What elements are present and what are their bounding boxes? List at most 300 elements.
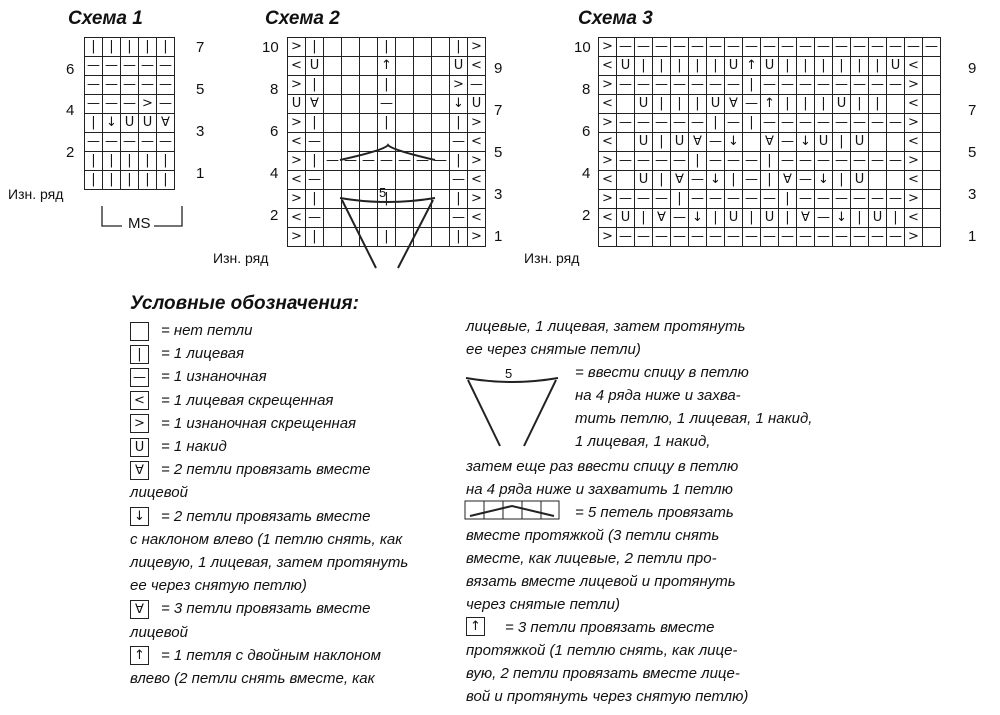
- s2-row-10: 10: [262, 39, 279, 56]
- stitch-cell: |: [743, 76, 761, 95]
- grid-row: [599, 228, 941, 247]
- stitch-cell: —: [103, 57, 121, 76]
- stitch-cell: |: [306, 152, 324, 171]
- grid-row: [288, 95, 486, 114]
- stitch-cell: <: [599, 95, 617, 114]
- stitch-cell: —: [653, 76, 671, 95]
- stitch-cell: [743, 133, 761, 152]
- s3-row-1: 1: [968, 228, 977, 245]
- legend-text: = 3 петли провязать вместе: [161, 600, 371, 618]
- stitch-cell: >: [599, 38, 617, 57]
- stitch-cell: |: [833, 171, 851, 190]
- stitch-cell: —: [869, 152, 887, 171]
- stitch-cell: —: [851, 228, 869, 247]
- stitch-cell: —: [635, 38, 653, 57]
- stitch-cell: [617, 95, 635, 114]
- s2-izn-label: Изн. ряд: [213, 250, 269, 266]
- stitch-cell: |: [85, 38, 103, 57]
- stitch-cell: |: [450, 190, 468, 209]
- stitch-cell: ∀: [725, 95, 743, 114]
- stitch-cell: —: [851, 152, 869, 171]
- stitch-cell: |: [707, 114, 725, 133]
- stitch-cell: —: [121, 76, 139, 95]
- stitch-cell: >: [288, 228, 306, 247]
- stitch-cell: [360, 57, 378, 76]
- stitch-cell: —: [869, 76, 887, 95]
- stitch-cell: >: [288, 76, 306, 95]
- stitch-cell: [414, 95, 432, 114]
- grid-row: [288, 228, 486, 247]
- stitch-cell: |: [869, 57, 887, 76]
- stitch-cell: |: [378, 114, 396, 133]
- stitch-cell: —: [121, 57, 139, 76]
- stitch-cell: —: [761, 228, 779, 247]
- stitch-cell: —: [707, 133, 725, 152]
- stitch-cell: <: [905, 171, 923, 190]
- legend-five-label: 5: [505, 366, 513, 381]
- stitch-cell: —: [815, 152, 833, 171]
- grid-row: [288, 209, 486, 228]
- stitch-cell: |: [450, 38, 468, 57]
- stitch-cell: —: [103, 133, 121, 152]
- stitch-cell: [360, 95, 378, 114]
- stitch-cell: U: [635, 171, 653, 190]
- grid-row: [599, 38, 941, 57]
- stitch-cell: |: [671, 190, 689, 209]
- stitch-cell: [432, 190, 450, 209]
- stitch-cell: —: [689, 171, 707, 190]
- stitch-cell: [432, 57, 450, 76]
- stitch-cell: [923, 171, 941, 190]
- s2-row-2: 2: [270, 207, 279, 224]
- stitch-cell: —: [743, 171, 761, 190]
- stitch-cell: ↓: [103, 114, 121, 133]
- arrow-up-icon: ↑: [466, 617, 485, 636]
- stitch-cell: —: [887, 190, 905, 209]
- stitch-cell: [432, 228, 450, 247]
- stitch-cell: —: [851, 190, 869, 209]
- stitch-cell: —: [725, 228, 743, 247]
- stitch-cell: <: [288, 171, 306, 190]
- stitch-cell: —: [707, 76, 725, 95]
- stitch-cell: >: [468, 114, 486, 133]
- stitch-cell: —: [833, 228, 851, 247]
- stitch-cell: |: [869, 95, 887, 114]
- legend-right-line: [575, 431, 710, 453]
- stitch-cell: —: [689, 228, 707, 247]
- stitch-cell: —: [635, 228, 653, 247]
- stitch-cell: |: [689, 57, 707, 76]
- stitch-cell: —: [85, 133, 103, 152]
- stitch-cell: —: [653, 228, 671, 247]
- stitch-cell: —: [689, 190, 707, 209]
- stitch-cell: |: [779, 95, 797, 114]
- legend-text: = 3 петли провязать вместе: [505, 619, 715, 636]
- grid-row: [599, 57, 941, 76]
- legend-item: [130, 622, 188, 644]
- stitch-cell: —: [85, 76, 103, 95]
- stitch-cell: —: [797, 38, 815, 57]
- legend-item: [130, 413, 356, 435]
- s2-row-6: 6: [270, 123, 279, 140]
- stitch-cell: —: [761, 190, 779, 209]
- stitch-cell: —: [139, 133, 157, 152]
- grid-row: [288, 114, 486, 133]
- legend-right-line: [575, 502, 734, 524]
- stitch-cell: —: [815, 38, 833, 57]
- legend-text: вязать вместе лицевой и протянуть: [466, 573, 736, 590]
- s3-izn-label: Изн. ряд: [524, 250, 580, 266]
- stitch-cell: —: [725, 76, 743, 95]
- legend-text: на 4 ряда ниже и захватить 1 петлю: [466, 481, 733, 498]
- stitch-cell: —: [157, 95, 175, 114]
- stitch-cell: —: [779, 38, 797, 57]
- legend-text: вместе, как лицевые, 2 петли про-: [466, 550, 717, 567]
- stitch-cell: —: [743, 152, 761, 171]
- stitch-cell: |: [450, 114, 468, 133]
- stitch-cell: [414, 57, 432, 76]
- stitch-cell: [324, 114, 342, 133]
- stitch-cell: [396, 209, 414, 228]
- stitch-cell: |: [378, 38, 396, 57]
- stitch-cell: —: [725, 114, 743, 133]
- stitch-cell: U: [725, 209, 743, 228]
- scheme-1-title: Схема 1: [68, 8, 143, 29]
- stitch-cell: —: [103, 95, 121, 114]
- grid-row: [288, 171, 486, 190]
- stitch-cell: |: [779, 190, 797, 209]
- stitch-cell: >: [599, 190, 617, 209]
- stitch-cell: |: [743, 114, 761, 133]
- stitch-cell: |: [815, 95, 833, 114]
- stitch-cell: —: [653, 152, 671, 171]
- legend-text: влево (2 петли снять вместе, как: [130, 670, 375, 687]
- stitch-cell: [923, 190, 941, 209]
- s3-row-10: 10: [574, 39, 591, 56]
- stitch-cell: |: [653, 57, 671, 76]
- grid-row: [85, 57, 175, 76]
- stitch-cell: |: [103, 38, 121, 57]
- stitch-cell: —: [725, 38, 743, 57]
- s1-row-6: 6: [66, 61, 75, 78]
- stitch-cell: U: [869, 209, 887, 228]
- legend-item: [130, 459, 370, 481]
- stitch-cell: [617, 171, 635, 190]
- s1-row-7: 7: [196, 39, 205, 56]
- stitch-cell: >: [288, 152, 306, 171]
- stitch-cell: [342, 38, 360, 57]
- stitch-cell: —: [324, 152, 342, 171]
- stitch-cell: ∀: [797, 209, 815, 228]
- stitch-cell: [414, 38, 432, 57]
- stitch-cell: [396, 57, 414, 76]
- stitch-cell: <: [599, 133, 617, 152]
- stitch-cell: —: [851, 114, 869, 133]
- grid-row: [599, 209, 941, 228]
- stitch-cell: >: [288, 190, 306, 209]
- legend-text: вой и протянуть через снятую петлю): [466, 688, 749, 705]
- stitch-cell: —: [797, 114, 815, 133]
- s2-row-9: 9: [494, 60, 503, 77]
- s3-row-8: 8: [582, 81, 591, 98]
- stitch-cell: >: [450, 76, 468, 95]
- stitch-cell: [869, 171, 887, 190]
- stitch-cell: [869, 133, 887, 152]
- stitch-cell: |: [121, 38, 139, 57]
- stitch-cell: |: [306, 190, 324, 209]
- stitch-cell: U: [725, 57, 743, 76]
- stitch-cell: [432, 114, 450, 133]
- stitch-cell: —: [707, 190, 725, 209]
- stitch-cell: —: [635, 76, 653, 95]
- legend-text: затем еще раз ввести спицу в петлю: [466, 458, 739, 475]
- s1-row-4: 4: [66, 102, 75, 119]
- legend-right-line: [466, 525, 719, 547]
- stitch-cell: —: [887, 76, 905, 95]
- stitch-cell: |: [378, 190, 396, 209]
- stitch-cell: —: [815, 209, 833, 228]
- stitch-cell: >: [139, 95, 157, 114]
- legend-item: [130, 552, 408, 574]
- legend-right-line: [466, 456, 738, 478]
- stitch-cell: ∀: [306, 95, 324, 114]
- stitch-cell: [342, 76, 360, 95]
- stitch-cell: —: [815, 190, 833, 209]
- stitch-cell: —: [869, 38, 887, 57]
- legend-item: [130, 668, 375, 690]
- stitch-cell: >: [288, 114, 306, 133]
- stitch-cell: ↑: [743, 57, 761, 76]
- scheme-2-title: Схема 2: [265, 8, 340, 29]
- stitch-cell: |: [306, 114, 324, 133]
- stitch-cell: ∀: [157, 114, 175, 133]
- stitch-cell: |: [797, 57, 815, 76]
- stitch-cell: U: [288, 95, 306, 114]
- stitch-cell: U: [617, 209, 635, 228]
- stitch-cell: [414, 190, 432, 209]
- s3-row-5: 5: [968, 144, 977, 161]
- ms-label: MS: [128, 215, 151, 232]
- stitch-cell: —: [689, 38, 707, 57]
- stitch-cell: <: [288, 133, 306, 152]
- stitch-cell: —: [923, 38, 941, 57]
- s2-row-5: 5: [494, 144, 503, 161]
- grid-row: [599, 114, 941, 133]
- s3-row-6: 6: [582, 123, 591, 140]
- stitch-cell: [396, 95, 414, 114]
- stitch-cell: |: [707, 209, 725, 228]
- legend-text: = 1 изнаночная: [161, 368, 267, 386]
- stitch-cell: —: [157, 133, 175, 152]
- stitch-cell: —: [797, 171, 815, 190]
- stitch-cell: —: [306, 133, 324, 152]
- stitch-cell: U: [121, 114, 139, 133]
- stitch-cell: |: [450, 152, 468, 171]
- legend-item: [130, 598, 370, 620]
- stitch-cell: <: [468, 171, 486, 190]
- stitch-cell: |: [306, 38, 324, 57]
- stitch-cell: —: [797, 76, 815, 95]
- legend-item: [130, 482, 188, 504]
- stitch-cell: >: [468, 228, 486, 247]
- legend-text: протяжкой (1 петлю снять, как лице-: [466, 642, 738, 659]
- stitch-cell: [432, 95, 450, 114]
- legend-right-line: [466, 686, 748, 708]
- s1-row-5: 5: [196, 81, 205, 98]
- stitch-cell: [414, 133, 432, 152]
- legend-text: 1 лицевая, 1 накид,: [575, 433, 711, 450]
- stitch-cell: [324, 190, 342, 209]
- stitch-cell: —: [779, 114, 797, 133]
- legend-item: [130, 645, 381, 667]
- stitch-cell: —: [689, 114, 707, 133]
- stitch-cell: |: [157, 152, 175, 171]
- s3-row-4: 4: [582, 165, 591, 182]
- grid-row: [85, 95, 175, 114]
- stitch-cell: <: [288, 57, 306, 76]
- s1-row-3: 3: [196, 123, 205, 140]
- stitch-cell: U: [635, 95, 653, 114]
- legend-item: [130, 436, 227, 458]
- stitch-cell: >: [468, 152, 486, 171]
- stitch-cell: |: [815, 57, 833, 76]
- legend-symbol: ↑: [130, 646, 149, 665]
- stitch-cell: —: [671, 38, 689, 57]
- stitch-cell: |: [653, 171, 671, 190]
- stitch-cell: —: [725, 190, 743, 209]
- grid-row: [85, 171, 175, 190]
- stitch-cell: —: [707, 38, 725, 57]
- legend-text: лицевую, 1 лицевая, затем протянуть: [130, 554, 409, 571]
- stitch-cell: U: [851, 133, 869, 152]
- stitch-cell: [342, 114, 360, 133]
- stitch-cell: |: [761, 152, 779, 171]
- stitch-cell: —: [707, 228, 725, 247]
- grid-row: [599, 190, 941, 209]
- stitch-cell: |: [653, 95, 671, 114]
- stitch-cell: —: [85, 57, 103, 76]
- legend-right-line: [466, 663, 740, 685]
- stitch-cell: —: [635, 152, 653, 171]
- grid-row: [288, 38, 486, 57]
- stitch-cell: |: [139, 171, 157, 190]
- stitch-cell: <: [905, 95, 923, 114]
- stitch-cell: |: [779, 57, 797, 76]
- stitch-cell: —: [342, 152, 360, 171]
- legend-item: [130, 320, 252, 342]
- stitch-cell: —: [887, 228, 905, 247]
- grid-row: [85, 114, 175, 133]
- stitch-cell: —: [139, 76, 157, 95]
- stitch-cell: [360, 209, 378, 228]
- s2-five-label: 5: [379, 185, 387, 200]
- s3-row-2: 2: [582, 207, 591, 224]
- stitch-cell: —: [743, 228, 761, 247]
- stitch-cell: <: [468, 57, 486, 76]
- legend-text: вместе протяжкой (3 петли снять: [466, 527, 720, 544]
- scheme-3-title: Схема 3: [578, 8, 653, 29]
- stitch-cell: —: [833, 76, 851, 95]
- stitch-cell: ↓: [689, 209, 707, 228]
- stitch-cell: U: [306, 57, 324, 76]
- stitch-cell: —: [617, 76, 635, 95]
- legend-text: = 2 петли провязать вместе: [161, 461, 371, 479]
- stitch-cell: |: [689, 152, 707, 171]
- stitch-cell: —: [851, 38, 869, 57]
- stitch-cell: [342, 133, 360, 152]
- scheme-1-grid: [84, 37, 175, 190]
- stitch-cell: [923, 95, 941, 114]
- stitch-cell: —: [121, 133, 139, 152]
- s2-row-7: 7: [494, 102, 503, 119]
- stitch-cell: >: [905, 190, 923, 209]
- legend-text: = 1 накид: [161, 438, 227, 455]
- stitch-cell: [414, 209, 432, 228]
- stitch-cell: —: [653, 114, 671, 133]
- legend-right-line: [575, 385, 741, 407]
- legend-title: Условные обозначения:: [130, 293, 359, 314]
- stitch-cell: [360, 228, 378, 247]
- stitch-cell: —: [779, 76, 797, 95]
- stitch-cell: —: [887, 152, 905, 171]
- legend-right-line: [466, 640, 737, 662]
- stitch-cell: |: [450, 228, 468, 247]
- stitch-cell: ∀: [671, 171, 689, 190]
- stitch-cell: <: [599, 57, 617, 76]
- stitch-cell: <: [288, 209, 306, 228]
- stitch-cell: —: [761, 76, 779, 95]
- legend-text: = нет петли: [161, 322, 253, 339]
- stitch-cell: —: [815, 76, 833, 95]
- legend-right-line: [575, 408, 812, 430]
- stitch-cell: [360, 114, 378, 133]
- legend-right-line: [466, 339, 641, 361]
- legend-text: = 5 петель провязать: [575, 504, 734, 521]
- stitch-cell: >: [468, 38, 486, 57]
- grid-row: [599, 133, 941, 152]
- stitch-cell: —: [85, 95, 103, 114]
- stitch-cell: |: [779, 209, 797, 228]
- stitch-cell: ∀: [689, 133, 707, 152]
- stitch-cell: |: [761, 171, 779, 190]
- grid-row: [85, 152, 175, 171]
- grid-row: [85, 133, 175, 152]
- s1-row-2: 2: [66, 144, 75, 161]
- legend-text: ее через снятые петли): [466, 341, 641, 358]
- stitch-cell: —: [779, 152, 797, 171]
- legend-text: = 1 изнаночная скрещенная: [161, 414, 357, 432]
- stitch-cell: >: [599, 228, 617, 247]
- legend-text: = 1 лицевая: [161, 345, 245, 363]
- stitch-cell: —: [815, 228, 833, 247]
- stitch-cell: U: [707, 95, 725, 114]
- stitch-cell: —: [833, 38, 851, 57]
- stitch-cell: >: [599, 152, 617, 171]
- stitch-cell: [360, 171, 378, 190]
- stitch-cell: ↓: [707, 171, 725, 190]
- grid-row: [288, 152, 486, 171]
- stitch-cell: >: [905, 228, 923, 247]
- stitch-cell: [324, 133, 342, 152]
- stitch-cell: [923, 76, 941, 95]
- stitch-cell: U: [450, 57, 468, 76]
- stitch-cell: >: [468, 190, 486, 209]
- legend-symbol: U: [130, 438, 149, 457]
- stitch-cell: [342, 171, 360, 190]
- legend-symbol: ↓: [130, 507, 149, 526]
- legend-text: лицевой: [130, 484, 188, 502]
- stitch-cell: >: [905, 76, 923, 95]
